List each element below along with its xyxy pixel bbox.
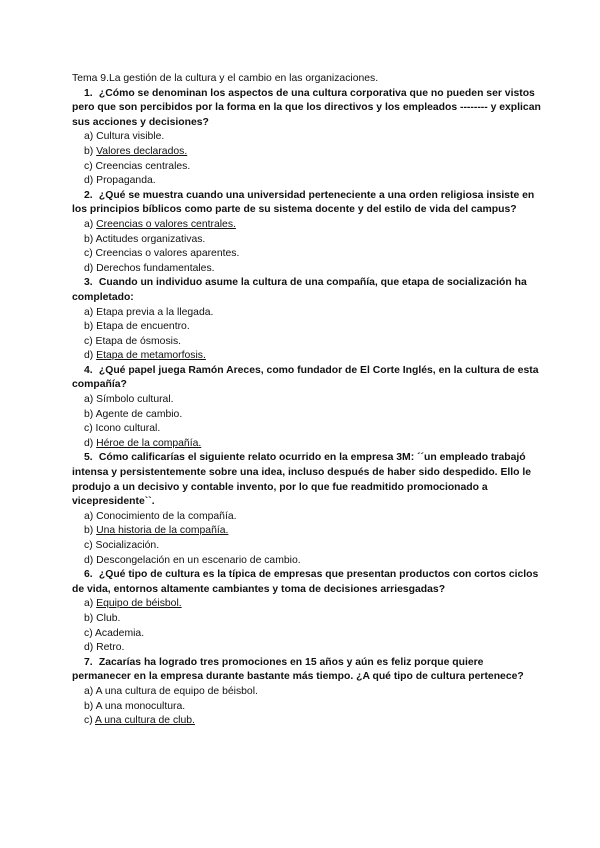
question-number: 6.	[84, 569, 93, 581]
option-letter: c)	[84, 627, 93, 639]
question-1	[72, 87, 542, 131]
question-text: ¿Qué papel juega Ramón Areces, como fundador de El Corte Inglés, en la cultura de esta compañía?	[72, 364, 539, 391]
option-letter: a)	[84, 510, 94, 522]
option-letter: c)	[84, 160, 93, 172]
correct-answer-text: Etapa de metamorfosis.	[96, 350, 206, 362]
option-6-b	[72, 612, 542, 627]
option-3-a	[72, 306, 542, 321]
option-text: Actitudes organizativas.	[95, 233, 206, 245]
option-1-a	[72, 130, 542, 145]
question-text: Zacarías ha logrado tres promociones en 15 años y aún es feliz porque quiere permanecer en la empresa durante bastante más tiempo. ¿A qué tipo de cultura pertenece?	[72, 656, 524, 683]
option-text: Club.	[96, 612, 121, 624]
option-letter: a)	[84, 131, 94, 143]
option-6-a	[72, 597, 542, 612]
option-letter: a)	[84, 394, 94, 406]
option-text: Propaganda.	[96, 175, 156, 187]
question-5	[72, 451, 542, 509]
option-text: Icono cultural.	[95, 423, 161, 435]
option-6-c	[72, 627, 542, 642]
option-letter: c)	[84, 248, 93, 260]
correct-answer-text: Creencias o valores centrales.	[96, 218, 236, 230]
question-2	[72, 189, 542, 218]
option-text: Retro.	[96, 642, 125, 654]
option-letter: d)	[84, 642, 94, 654]
option-5-a	[72, 510, 542, 525]
option-letter: c)	[84, 540, 93, 551]
correct-answer-text: Equipo de béisbol.	[96, 598, 182, 610]
option-3-d	[72, 349, 542, 364]
question-number: 7.	[84, 656, 93, 668]
question-text: Cómo calificarías el siguiente relato ocurrido en la empresa 3M: ´´un empleado trabajó intensa y persistentemente sobre una idea, incluso después de haber sido despedido. Ello le produjo a un decisivo y contable invento, por lo que fue readmitido promocionado a vicepresidente``.	[72, 452, 532, 508]
option-5-d	[72, 554, 542, 569]
option-2-a	[72, 218, 542, 233]
option-3-b	[72, 320, 542, 335]
option-text: Agente de cambio.	[95, 408, 183, 420]
document-title: Tema 9.La gestión de la cultura y el cambio en las organizaciones.	[72, 73, 379, 84]
option-letter: c)	[84, 335, 93, 347]
option-2-c	[72, 247, 542, 262]
option-letter: a)	[84, 685, 94, 697]
option-text: Creencias o valores aparentes.	[95, 248, 240, 260]
option-text: Cultura visible.	[96, 131, 165, 143]
option-text: Derechos fundamentales.	[96, 262, 215, 274]
question-text: ¿Qué se muestra cuando una universidad perteneciente a una orden religiosa insiste en los principios bíblicos como parte de su sistema docente y del estilo de vida del campus?	[72, 189, 535, 216]
option-letter: a)	[84, 218, 94, 230]
option-letter: b)	[84, 321, 94, 333]
option-5-c	[72, 539, 542, 554]
option-letter: c)	[84, 715, 93, 727]
option-4-b	[72, 408, 542, 423]
option-letter: d)	[84, 437, 94, 449]
option-letter: b)	[84, 145, 94, 157]
correct-answer-text: A una cultura de club.	[94, 715, 195, 727]
option-2-b	[72, 233, 542, 248]
option-7-c	[72, 714, 542, 729]
option-2-d	[72, 262, 542, 277]
option-text: A una cultura de equipo de béisbol.	[95, 685, 258, 697]
question-number: 4.	[84, 364, 93, 376]
option-letter: b)	[84, 612, 94, 624]
option-text: Academia.	[94, 627, 145, 639]
option-letter: c)	[84, 423, 93, 435]
question-text: Cuando un individuo asume la cultura de una compañía, que etapa de socialización ha completado:	[72, 277, 527, 303]
option-6-d	[72, 641, 542, 656]
option-letter: d)	[84, 554, 94, 566]
question-4	[72, 364, 542, 393]
option-text: Etapa previa a la llegada.	[96, 306, 214, 318]
option-letter: b)	[84, 700, 94, 712]
option-text: Etapa de ósmosis.	[95, 335, 182, 347]
question-number: 1.	[84, 87, 93, 99]
option-4-a	[72, 393, 542, 408]
question-3	[72, 276, 542, 305]
option-letter: b)	[84, 408, 94, 420]
question-text: ¿Cómo se denominan los aspectos de una cultura corporativa que no pueden ser vistos pero que son percibidos por la forma en la que los directivos y los empleados -------- y explican sus acciones y decisiones?	[72, 87, 541, 128]
option-text: A una monocultura.	[95, 700, 186, 712]
option-4-c	[72, 422, 542, 437]
option-letter: d)	[84, 262, 94, 274]
question-list	[72, 87, 542, 729]
question-number: 2.	[84, 189, 93, 201]
option-3-c	[72, 335, 542, 350]
option-letter: d)	[84, 175, 94, 187]
correct-answer-text: Valores declarados.	[96, 145, 188, 157]
option-text: Etapa de encuentro.	[96, 321, 190, 333]
option-text: Conocimiento de la compañía.	[96, 510, 237, 522]
option-letter: d)	[84, 350, 94, 362]
option-letter: a)	[84, 306, 94, 318]
option-letter: a)	[84, 598, 94, 610]
option-text: Descongelación en un escenario de cambio.	[96, 554, 301, 566]
option-1-d	[72, 174, 542, 189]
question-7	[72, 656, 542, 685]
option-4-d	[72, 437, 542, 452]
option-1-b	[72, 145, 542, 160]
question-text: ¿Qué tipo de cultura es la típica de empresas que presentan productos con cortos ciclos de vida, entornos altamente cambiantes y toma de decisiones arriesgadas?	[72, 569, 539, 595]
option-5-b	[72, 524, 542, 539]
option-text: Socialización.	[95, 540, 160, 551]
option-7-a	[72, 685, 542, 700]
option-text: Símbolo cultural.	[96, 394, 174, 406]
option-letter: b)	[84, 233, 94, 245]
correct-answer-text: Una historia de la compañía.	[96, 525, 229, 537]
document-page	[72, 72, 542, 729]
correct-answer-text: Héroe de la compañía.	[96, 437, 202, 449]
question-number: 3.	[84, 277, 93, 289]
question-number: 5.	[84, 452, 93, 464]
question-6	[72, 568, 542, 597]
option-1-c	[72, 160, 542, 175]
option-7-b	[72, 700, 542, 715]
option-text: Creencias centrales.	[95, 160, 191, 172]
option-letter: b)	[84, 525, 94, 537]
